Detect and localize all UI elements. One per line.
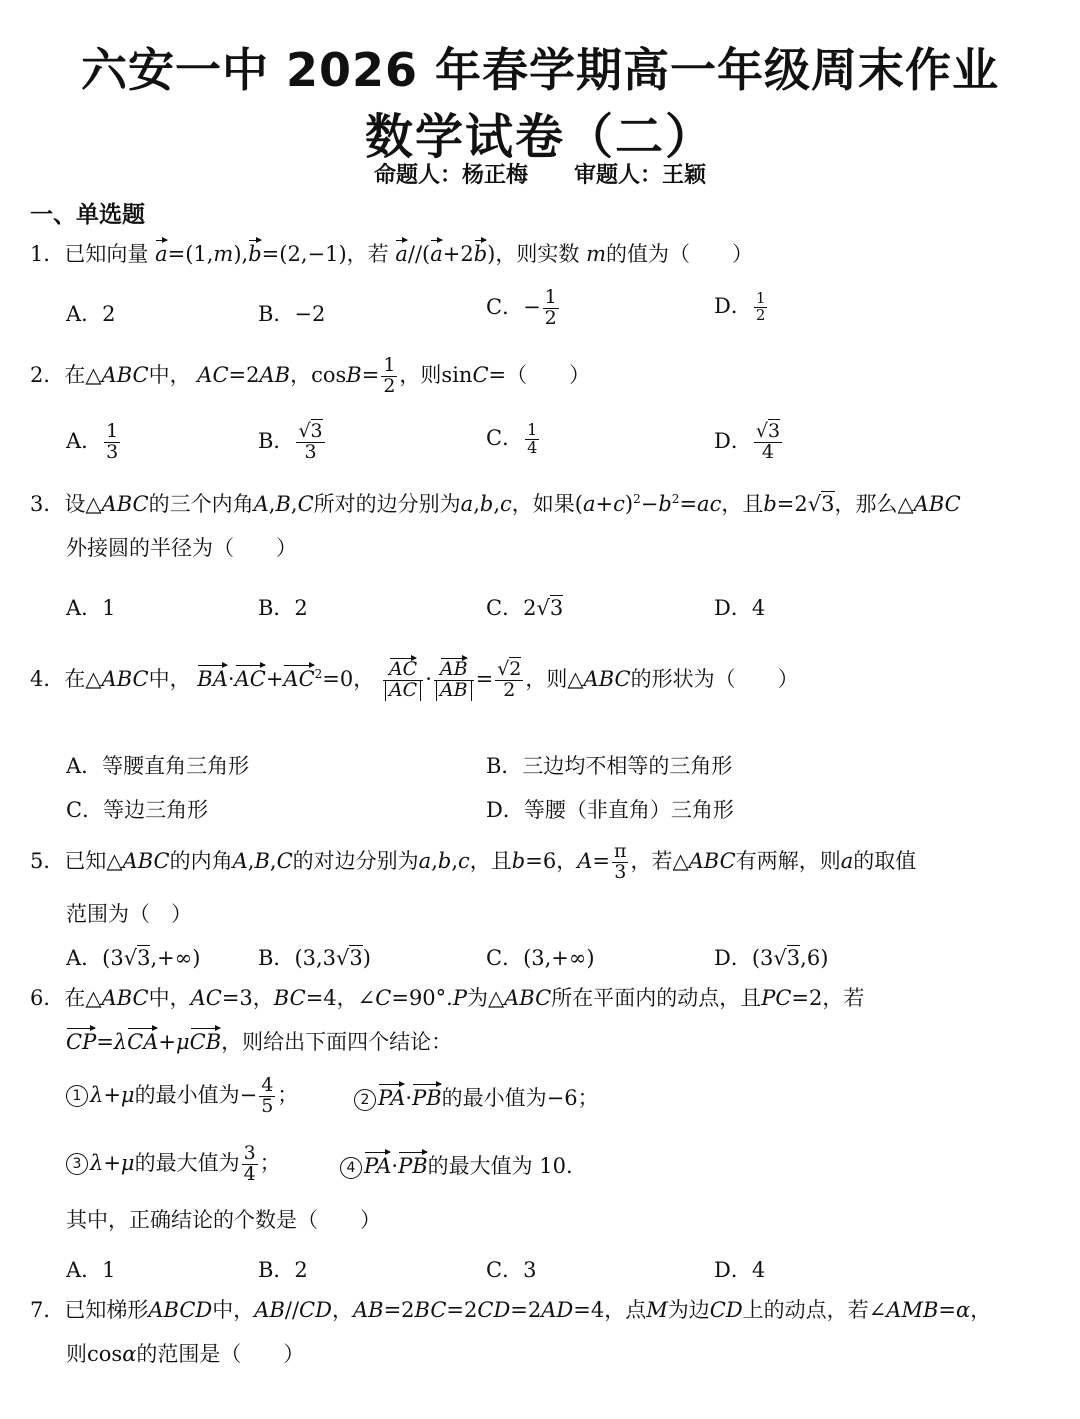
question-7-line-2: 则cosα的范围是（ ） — [66, 1342, 305, 1366]
q5-option-d: D．(3√3,6) — [714, 946, 829, 970]
q3-option-d: D．4 — [714, 596, 766, 620]
q6-option-b: B．2 — [258, 1258, 308, 1282]
section-heading: 一、单选题 — [30, 202, 145, 228]
q1-option-a: A．2 — [66, 302, 116, 326]
q5-option-b: B．(3,3√3) — [258, 946, 371, 970]
question-6-line-2: CP=λCA+μCB，则给出下面四个结论： — [66, 1030, 453, 1054]
q2-option-b: B． $\frac{√3}{3}$ — [258, 420, 323, 463]
q1-option-b: B．−2 — [258, 302, 326, 326]
q4-option-b: B．三边均不相等的三角形 — [486, 754, 733, 778]
q1-option-d: D． $\frac{1}{2}$ — [714, 289, 766, 324]
q6-option-a: A．1 — [66, 1258, 116, 1282]
q3-option-a: A．1 — [66, 596, 116, 620]
q2-option-c: C． $\frac{1}{4}$ — [486, 420, 538, 457]
exam-title: 六安一中 2026 年春学期高一年级周末作业 — [80, 43, 1000, 97]
q1-option-c: C．− $\frac{1}{2}$ — [486, 286, 557, 329]
q6-option-c: C．3 — [486, 1258, 537, 1282]
question-2: 2．在△ABC中， AC=2AB，cosB= $\frac{1}{2}$ ，则sinC=（ ） — [30, 354, 591, 397]
q5-option-a: A．(3√3,+∞) — [66, 946, 201, 970]
question-3-line-2: 外接圆的半径为（ ） — [66, 536, 297, 560]
question-1: 1．已知向量 a=(1,m),b=(2,−1)，若 a//(a+2b)，则实数 m的值为（ ） — [30, 242, 753, 266]
q4-option-d: D．等腰（非直角）三角形 — [486, 798, 734, 822]
q4-option-a: A．等腰直角三角形 — [66, 754, 250, 778]
question-5-line-2: 范围为（ ） — [66, 902, 192, 926]
question-7: 7．已知梯形ABCD中，AB//CD，AB=2BC=2CD=2AD=4，点M为边CD上的动点，若∠AMB=α， — [30, 1298, 992, 1322]
exam-authors: 命题人：杨正梅 审题人：王颖 — [374, 163, 706, 188]
q6-conclusion-3: 3 λ+μ的最大值为 $\frac{3}{4}$ ； — [66, 1144, 281, 1185]
q3-option-b: B．2 — [258, 596, 308, 620]
question-5: 5．已知△ABC的内角A,B,C的对边分别为a,b,c，且b=6，A= $\frac{\pi}{3}$ ，若△ABC有两解，则a的取值 — [30, 840, 917, 883]
q6-conclusion-2: 2 PA·PB的最小值为−6； — [354, 1086, 599, 1111]
question-6: 6．在△ABC中，AC=3，BC=4，∠C=90°.P为△ABC所在平面内的动点，且PC=2，若 — [30, 986, 865, 1010]
q6-conclusion-1: 1 λ+μ的最小值为− $\frac{4}{5}$ ； — [66, 1076, 298, 1117]
q2-option-a: A． $\frac{1}{3}$ — [66, 420, 119, 463]
q5-option-c: C．(3,+∞) — [486, 946, 595, 970]
q6-conclusion-4: 4 PA·PB的最大值为 10. — [340, 1154, 573, 1179]
q2-option-d: D． $\frac{√3}{4}$ — [714, 420, 781, 463]
q4-option-c: C．等边三角形 — [66, 798, 209, 822]
exam-subtitle: 数学试卷（二） — [364, 109, 715, 165]
question-6-prompt: 其中，正确结论的个数是（ ） — [66, 1208, 381, 1232]
q6-option-d: D．4 — [714, 1258, 766, 1282]
q3-option-c: C．2√3 — [486, 596, 564, 620]
question-4: 4．在△ABC中， $BA\cdot AC+AC^2=0$， $\frac{AC}{AC}$ · $\frac{AB}{AB}$ = $\frac{√2}{2}$ ，则△ABC的形状为（ ） — [30, 658, 799, 701]
question-3: 3．设△ABC的三个内角A,B,C所对的边分别为a,b,c，如果$(a+c)^2-b^2=ac$，且b=2√3，那么△ABC — [30, 492, 961, 516]
